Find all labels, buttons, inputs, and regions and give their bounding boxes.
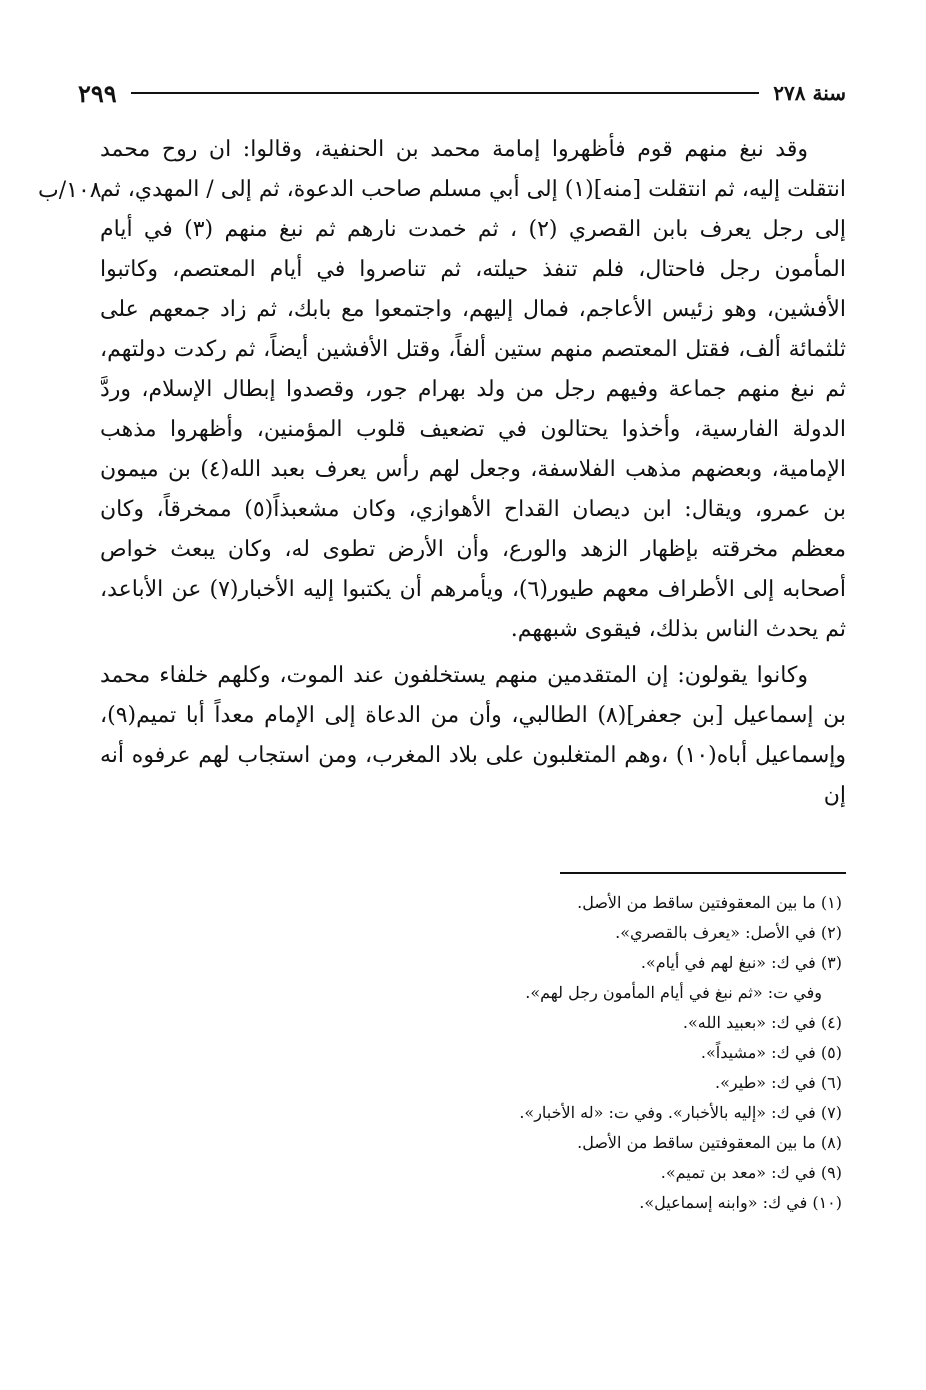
footnotes: [100, 888, 842, 1218]
footnote-5: (٥) في ك: «مشيداً».: [700, 1043, 842, 1062]
page-header: [78, 78, 846, 108]
header-rule: [131, 92, 760, 94]
footnote-8: (٨) ما بين المعقوفتين ساقط من الأصل.: [577, 1133, 842, 1152]
footnote-7: (٧) في ك: «إليه بالأخبار». وفي ت: «له الأخبار».: [519, 1103, 842, 1122]
footnote-3: (٣) في ك: «نبغ لهم في أيام».: [640, 953, 842, 972]
footnote-1: (١) ما بين المعقوفتين ساقط من الأصل.: [577, 893, 842, 912]
footnote-4: (٤) في ك: «بعبيد الله».: [682, 1013, 842, 1032]
footnote-rule: [560, 872, 846, 874]
footnote-9: (٩) في ك: «معد بن تميم».: [660, 1163, 842, 1182]
main-text: [100, 130, 846, 816]
footnote-3-continuation: وفي ت: «ثم نبغ في أيام المأمون رجل لهم».: [525, 983, 822, 1002]
running-head-year: سنة ٢٧٨: [773, 81, 846, 105]
footnote-6: (٦) في ك: «طير».: [715, 1073, 842, 1092]
page-number: ٢٩٩: [78, 78, 117, 108]
paragraph-1: وقد نبغ منهم قوم فأظهروا إمامة محمد بن الحنفية، وقالوا: ان روح محمد انتقلت إليه، ثم انتقلت [منه](١) إلى أبي مسلم صاحب الدعوة، ثم إلى / المهدي، ثم إلى رجل يعرف بابن القصري (٢) ، ثم خمدت نارهم ثم نبغ منهم (٣) في أيام المأمون رجل فاحتال، فلم تنفذ حيلته، ثم تناصروا في أيام المعتصم، وكاتبوا الأفشين، وهو زئيس الأعاجم، فمال إليهم، واجتمعوا مع بابك، ثم زاد جمعهم على ثلثمائة ألف، فقتل المعتصم منهم ستين ألفاً، وقتل الأفشين أيضاً، ثم ركدت دولتهم، ثم نبغ منهم جماعة وفيهم رجل من ولد بهرام جور، وقصدوا إبطال الإسلام، وردَّ الدولة الفارسية، وأخذوا يحتالون في تضعيف قلوب المؤمنين، وأظهروا مذهب الإمامية، وبعضهم مذهب الفلاسفة، وجعل لهم رأس يعرف بعبد الله(٤) بن ميمون بن عمرو، ويقال: ابن ديصان القداح الأهوازي، وكان مشعبذاً(٥) ممخرقاً، وكان معظم مخرقته بإظهار الزهد والورع، وأن الأرض تطوى له، وكان يبعث خواص أصحابه إلى الأطراف معهم طيور(٦)، ويأمرهم أن يكتبوا إليه الأخبار(٧) عن الأباعد، ثم يحدث الناس بذلك، فيقوى شبههم.: [100, 137, 847, 642]
margin-folio-note: ١٠٨/ب: [38, 178, 102, 203]
footnote-10: (١٠) في ك: «وابنه إسماعيل».: [639, 1193, 842, 1212]
footnote-2: (٢) في الأصل: «يعرف بالقصري».: [615, 923, 842, 942]
paragraph-2: وكانوا يقولون: إن المتقدمين منهم يستخلفون عند الموت، وكلهم خلفاء محمد بن إسماعيل [بن جعفر](٨) الطالبي، وأن من الدعاة إلى الإمام معداً أبا تميم(٩)، وإسماعيل أباه(١٠) ،وهم المتغلبون على بلاد المغرب، ومن استجاب لهم عرفوه أنه إن: [100, 663, 847, 808]
